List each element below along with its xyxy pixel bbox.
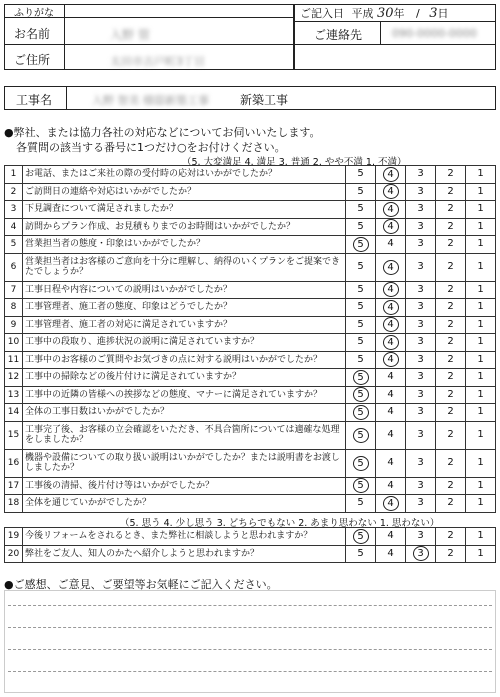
rating-option-1[interactable] (466, 281, 496, 299)
rating-option-1[interactable] (466, 334, 496, 352)
selected-rating-circle: 4 (383, 317, 399, 332)
rating-value: 2 (447, 406, 454, 418)
rating-option-5[interactable] (346, 281, 376, 299)
rating-option-1[interactable] (466, 316, 496, 334)
rating-option-5[interactable] (346, 528, 376, 546)
rating-value: 2 (447, 203, 454, 215)
table-row (5, 528, 496, 546)
rating-value: 2 (447, 353, 454, 365)
question-number: 19 (5, 528, 23, 546)
questions-table-2 (4, 527, 496, 563)
comment-line (8, 649, 492, 650)
rating-option-4[interactable] (376, 404, 406, 422)
rating-option-5[interactable] (346, 218, 376, 236)
rating-value: 3 (417, 457, 424, 468)
address-label: ご住所 (14, 53, 51, 67)
rating-option-2[interactable] (436, 299, 466, 317)
rating-value: 2 (447, 318, 454, 330)
rating-option-1[interactable] (466, 449, 496, 477)
table-row (5, 386, 496, 404)
question-text: 工事中の段取り、進捗状況の説明に満足されていますか？ (23, 334, 346, 352)
date-year: 30 (377, 6, 394, 21)
selected-rating-circle: 4 (383, 335, 399, 350)
rating-option-1[interactable] (466, 201, 496, 219)
question-text: 工事完了後、お客様の立会確認をいただき、不具合箇所については適確な処理をしましたか？ (23, 421, 346, 449)
rating-option-4[interactable] (376, 316, 406, 334)
rating-option-3[interactable] (406, 166, 436, 184)
rating-value: 2 (447, 429, 454, 440)
rating-value: 4 (387, 479, 394, 491)
comments-label: ●ご感想、ご意見、ご要望等お気軽にご記入ください。 (4, 578, 278, 591)
rating-option-3[interactable] (406, 545, 436, 563)
table-row (5, 369, 496, 387)
rating-value: 4 (387, 457, 394, 468)
rating-option-2[interactable] (436, 495, 466, 513)
rating-value: 1 (477, 185, 484, 197)
rating-option-5[interactable] (346, 421, 376, 449)
question-number: 10 (5, 334, 23, 352)
rating-option-3[interactable] (406, 369, 436, 387)
selected-rating-circle: 4 (383, 282, 399, 297)
rating-option-4[interactable] (376, 495, 406, 513)
rating-option-3[interactable] (406, 218, 436, 236)
rating-option-5[interactable] (346, 334, 376, 352)
rating-value: 2 (447, 388, 454, 400)
question-number: 9 (5, 316, 23, 334)
project-divider (66, 86, 67, 110)
rating-option-4[interactable] (376, 386, 406, 404)
rating-option-4[interactable] (376, 351, 406, 369)
selected-rating-circle: 4 (383, 202, 399, 217)
rating-value: 1 (477, 238, 484, 250)
rating-option-4[interactable] (376, 183, 406, 201)
rating-option-2[interactable] (436, 253, 466, 281)
rating-option-2[interactable] (436, 421, 466, 449)
rating-option-5[interactable] (346, 183, 376, 201)
question-text: 工事中の掃除などの後片付けに満足されていますか？ (23, 369, 346, 387)
rating-value: 3 (417, 336, 424, 348)
rating-option-3[interactable] (406, 495, 436, 513)
contact-divider-v (380, 21, 381, 44)
rating-option-3[interactable] (406, 201, 436, 219)
rating-option-5[interactable] (346, 201, 376, 219)
rating-option-4[interactable] (376, 477, 406, 495)
rating-option-1[interactable] (466, 545, 496, 563)
question-text: 工事中のお客様のご質問やお気づきの点に対する説明はいかがでしたか？ (23, 351, 346, 369)
rating-option-1[interactable] (466, 299, 496, 317)
rating-option-2[interactable] (436, 545, 466, 563)
rating-option-4[interactable] (376, 449, 406, 477)
rating-option-2[interactable] (436, 528, 466, 546)
rating-option-3[interactable] (406, 299, 436, 317)
question-number: 1 (5, 166, 23, 184)
selected-rating-circle: 5 (353, 456, 369, 471)
rating-value: 3 (417, 203, 424, 215)
date-line (300, 5, 449, 21)
date-slash: / (416, 7, 420, 20)
rating-value: 1 (477, 336, 484, 348)
question-number: 14 (5, 404, 23, 422)
contact-value: 090-0000-0000 (392, 27, 477, 40)
rating-value: 1 (477, 168, 484, 180)
rating-value: 3 (417, 479, 424, 491)
rating-option-4[interactable] (376, 299, 406, 317)
question-number: 20 (5, 545, 23, 563)
project-label: 工事名 (16, 93, 53, 107)
rating-option-4[interactable] (376, 236, 406, 254)
name-value: 入野 管 (110, 28, 150, 42)
rating-option-1[interactable] (466, 421, 496, 449)
comment-line (8, 605, 492, 606)
rating-value: 2 (447, 530, 454, 542)
table-row (5, 545, 496, 563)
date-day: 3 (429, 6, 438, 21)
table-row (5, 218, 496, 236)
rating-option-5[interactable] (346, 316, 376, 334)
question-text: 機器や設備についての取り扱い説明はいかがでしたか？または説明書をお渡ししましたか？ (23, 449, 346, 477)
rating-option-2[interactable] (436, 281, 466, 299)
scale-legend-2: （5. 思う 4. 少し思う 3. どちらでもない 2. あまり思わない 1. 思わない） (120, 518, 440, 529)
rating-option-4[interactable] (376, 334, 406, 352)
rating-option-2[interactable] (436, 351, 466, 369)
selected-rating-circle: 4 (383, 184, 399, 199)
rating-option-2[interactable] (436, 386, 466, 404)
table-row (5, 183, 496, 201)
rating-value: 1 (477, 283, 484, 295)
selected-rating-circle: 4 (383, 352, 399, 367)
selected-rating-circle: 4 (383, 260, 399, 275)
rating-option-5[interactable] (346, 351, 376, 369)
rating-option-2[interactable] (436, 166, 466, 184)
rating-option-3[interactable] (406, 528, 436, 546)
rating-value: 3 (417, 406, 424, 418)
rating-option-3[interactable] (406, 477, 436, 495)
question-text: 今後リフォームをされるとき、また弊社に相談しようと思われますか？ (23, 528, 346, 546)
rating-value: 4 (387, 429, 394, 440)
rating-option-3[interactable] (406, 449, 436, 477)
rating-option-4[interactable] (376, 253, 406, 281)
selected-rating-circle: 5 (353, 529, 369, 544)
rating-option-2[interactable] (436, 218, 466, 236)
question-number: 12 (5, 369, 23, 387)
rating-option-3[interactable] (406, 253, 436, 281)
table-row (5, 166, 496, 184)
rating-value: 3 (417, 318, 424, 330)
rating-value: 2 (447, 336, 454, 348)
questions-table (4, 165, 496, 513)
question-number: 5 (5, 236, 23, 254)
rating-value: 2 (447, 238, 454, 250)
rating-value: 5 (357, 283, 364, 295)
rating-option-2[interactable] (436, 183, 466, 201)
table-row (5, 334, 496, 352)
rating-option-1[interactable] (466, 236, 496, 254)
rating-value: 5 (357, 353, 364, 365)
rating-option-4[interactable] (376, 421, 406, 449)
rating-value: 5 (357, 261, 364, 272)
rating-value: 2 (447, 457, 454, 468)
rating-value: 1 (477, 301, 484, 313)
question-text: お電話、またはご来社の際の受付時の応対はいかがでしたか？ (23, 166, 346, 184)
rating-option-5[interactable] (346, 236, 376, 254)
question-number: 15 (5, 421, 23, 449)
rating-value: 1 (477, 457, 484, 468)
header-divider-2 (4, 44, 294, 45)
selected-rating-circle: 5 (353, 405, 369, 420)
rating-value: 1 (477, 388, 484, 400)
rating-option-3[interactable] (406, 236, 436, 254)
project-value: 新築工事 (240, 93, 289, 107)
rating-option-5[interactable] (346, 386, 376, 404)
table-row (5, 477, 496, 495)
rating-option-4[interactable] (376, 218, 406, 236)
rating-option-2[interactable] (436, 449, 466, 477)
table-row (5, 404, 496, 422)
rating-value: 1 (477, 530, 484, 542)
rating-value: 1 (477, 371, 484, 383)
question-text: 工事管理者、施工者の態度、印象はどうでしたか？ (23, 299, 346, 317)
selected-rating-circle: 4 (383, 219, 399, 234)
date-divider (294, 21, 496, 22)
rating-option-1[interactable] (466, 183, 496, 201)
selected-rating-circle: 3 (413, 546, 429, 561)
question-text: 全体を通じていかがでしたか？ (23, 495, 346, 513)
table-row (5, 316, 496, 334)
intro-line1: ●弊社、または協力各社の対応などについてお伺いいたします。 (4, 126, 321, 139)
table-row (5, 236, 496, 254)
rating-option-2[interactable] (436, 316, 466, 334)
rating-value: 2 (447, 479, 454, 491)
rating-value: 1 (477, 406, 484, 418)
question-number: 6 (5, 253, 23, 281)
question-text: 全体の工事日数はいかがでしたか？ (23, 404, 346, 422)
question-text: 工事後の清掃、後片付け等はいかがでしたか？ (23, 477, 346, 495)
rating-value: 3 (417, 388, 424, 400)
rating-value: 2 (447, 261, 454, 272)
rating-value: 5 (357, 547, 364, 559)
question-number: 4 (5, 218, 23, 236)
rating-option-2[interactable] (436, 369, 466, 387)
rating-option-1[interactable] (466, 477, 496, 495)
rating-option-3[interactable] (406, 421, 436, 449)
selected-rating-circle: 4 (383, 496, 399, 511)
rating-option-2[interactable] (436, 201, 466, 219)
rating-option-3[interactable] (406, 404, 436, 422)
rating-value: 5 (357, 497, 364, 509)
comment-line (8, 671, 492, 672)
rating-value: 3 (417, 301, 424, 313)
intro-line2: 各質問の該当する番号に1つだけ○をお付けください。 (16, 141, 286, 154)
rating-value: 1 (477, 261, 484, 272)
rating-value: 2 (447, 371, 454, 383)
rating-value: 2 (447, 220, 454, 232)
date-era: 平成 (351, 7, 374, 20)
rating-option-2[interactable] (436, 404, 466, 422)
table-row (5, 281, 496, 299)
rating-option-1[interactable] (466, 253, 496, 281)
rating-option-5[interactable] (346, 404, 376, 422)
rating-option-3[interactable] (406, 316, 436, 334)
rating-value: 3 (417, 353, 424, 365)
selected-rating-circle: 4 (383, 167, 399, 182)
question-number: 8 (5, 299, 23, 317)
rating-value: 4 (387, 388, 394, 400)
header-divider-v (64, 4, 65, 70)
rating-value: 5 (357, 336, 364, 348)
selected-rating-circle: 5 (353, 387, 369, 402)
table-row (5, 253, 496, 281)
table-row (5, 449, 496, 477)
rating-value: 3 (417, 185, 424, 197)
question-number: 7 (5, 281, 23, 299)
rating-value: 2 (447, 547, 454, 559)
rating-value: 2 (447, 185, 454, 197)
rating-value: 2 (447, 497, 454, 509)
question-number: 17 (5, 477, 23, 495)
rating-value: 4 (387, 406, 394, 418)
rating-value: 3 (417, 220, 424, 232)
rating-option-1[interactable] (466, 404, 496, 422)
rating-option-3[interactable] (406, 386, 436, 404)
rating-option-2[interactable] (436, 236, 466, 254)
rating-option-3[interactable] (406, 351, 436, 369)
rating-value: 1 (477, 353, 484, 365)
rating-option-5[interactable] (346, 495, 376, 513)
rating-value: 3 (417, 238, 424, 250)
table-row (5, 201, 496, 219)
date-day-suffix: 日 (437, 7, 449, 20)
question-text: 下見調査について満足されましたか？ (23, 201, 346, 219)
selected-rating-circle: 4 (383, 300, 399, 315)
question-text: 営業担当者はお客様のご意向を十分に理解し、納得のいくプランをご提案できたでしょうか？ (23, 253, 346, 281)
date-label: ご記入日 (300, 7, 344, 20)
rating-value: 4 (387, 530, 394, 542)
question-text: 訪問からプラン作成、お見積もりまでのお時間はいかがでしたか？ (23, 218, 346, 236)
rating-option-4[interactable] (376, 545, 406, 563)
rating-value: 5 (357, 318, 364, 330)
rating-option-4[interactable] (376, 528, 406, 546)
contact-label: ご連絡先 (314, 28, 363, 42)
question-text: 工事管理者、施工者の対応に満足されていますか？ (23, 316, 346, 334)
rating-value: 1 (477, 497, 484, 509)
question-text: 工事日程や内容についての説明はいかがでしたか？ (23, 281, 346, 299)
table-row (5, 495, 496, 513)
rating-value: 1 (477, 318, 484, 330)
rating-option-5[interactable] (346, 545, 376, 563)
question-text: ご訪問日の連絡や対応はいかがでしたか？ (23, 183, 346, 201)
question-text: 弊社をご友人、知人のかたへ紹介しようと思われますか？ (23, 545, 346, 563)
rating-option-1[interactable] (466, 351, 496, 369)
rating-option-4[interactable] (376, 281, 406, 299)
selected-rating-circle: 5 (353, 237, 369, 252)
rating-value: 1 (477, 203, 484, 215)
rating-option-5[interactable] (346, 369, 376, 387)
rating-option-4[interactable] (376, 166, 406, 184)
rating-option-2[interactable] (436, 334, 466, 352)
question-number: 11 (5, 351, 23, 369)
question-number: 2 (5, 183, 23, 201)
rating-value: 4 (387, 547, 394, 559)
rating-value: 3 (417, 530, 424, 542)
rating-value: 1 (477, 547, 484, 559)
rating-option-2[interactable] (436, 477, 466, 495)
question-number: 13 (5, 386, 23, 404)
rating-value: 1 (477, 479, 484, 491)
rating-value: 3 (417, 283, 424, 295)
rating-option-1[interactable] (466, 218, 496, 236)
rating-option-5[interactable] (346, 299, 376, 317)
question-text: 工事中の近隣の皆様への挨拶などの態度、マナーに満足されていますか？ (23, 386, 346, 404)
address-value: 太田市古戸町3丁目 (110, 55, 205, 68)
rating-option-3[interactable] (406, 183, 436, 201)
comment-line (8, 627, 492, 628)
rating-option-1[interactable] (466, 166, 496, 184)
table-row (5, 421, 496, 449)
rating-option-5[interactable] (346, 166, 376, 184)
rating-value: 4 (387, 371, 394, 383)
selected-rating-circle: 5 (353, 428, 369, 443)
rating-value: 3 (417, 497, 424, 509)
table-row (5, 299, 496, 317)
question-number: 16 (5, 449, 23, 477)
rating-option-5[interactable] (346, 449, 376, 477)
rating-option-5[interactable] (346, 477, 376, 495)
date-year-suffix: 年 (393, 7, 405, 20)
rating-value: 5 (357, 185, 364, 197)
name-label: お名前 (14, 27, 51, 41)
rating-value: 3 (417, 261, 424, 272)
scale-legend-1: （5. 大変満足 4. 満足 3. 普通 2. やや不満 1. 不満） (182, 157, 407, 168)
table-row (5, 351, 496, 369)
furigana-label: ふりがな (14, 8, 54, 19)
question-text: 営業担当者の態度・印象はいかがでしたか？ (23, 236, 346, 254)
rating-value: 1 (477, 220, 484, 232)
selected-rating-circle: 5 (353, 478, 369, 493)
rating-value: 5 (357, 168, 364, 180)
rating-value: 3 (417, 429, 424, 440)
rating-value: 4 (387, 238, 394, 250)
rating-value: 2 (447, 283, 454, 295)
question-number: 3 (5, 201, 23, 219)
rating-option-1[interactable] (466, 369, 496, 387)
rating-value: 5 (357, 301, 364, 313)
rating-option-4[interactable] (376, 369, 406, 387)
project-blurred-name: 入野 智美 様邸新築工事 (92, 94, 209, 107)
rating-value: 3 (417, 168, 424, 180)
rating-value: 5 (357, 220, 364, 232)
contact-divider (294, 44, 496, 45)
rating-option-5[interactable] (346, 253, 376, 281)
rating-value: 1 (477, 429, 484, 440)
rating-option-1[interactable] (466, 495, 496, 513)
selected-rating-circle: 5 (353, 370, 369, 385)
rating-option-1[interactable] (466, 528, 496, 546)
rating-value: 5 (357, 203, 364, 215)
rating-option-3[interactable] (406, 334, 436, 352)
rating-value: 3 (417, 371, 424, 383)
rating-value: 2 (447, 301, 454, 313)
rating-option-4[interactable] (376, 201, 406, 219)
rating-value: 2 (447, 168, 454, 180)
question-number: 18 (5, 495, 23, 513)
rating-option-1[interactable] (466, 386, 496, 404)
rating-option-3[interactable] (406, 281, 436, 299)
